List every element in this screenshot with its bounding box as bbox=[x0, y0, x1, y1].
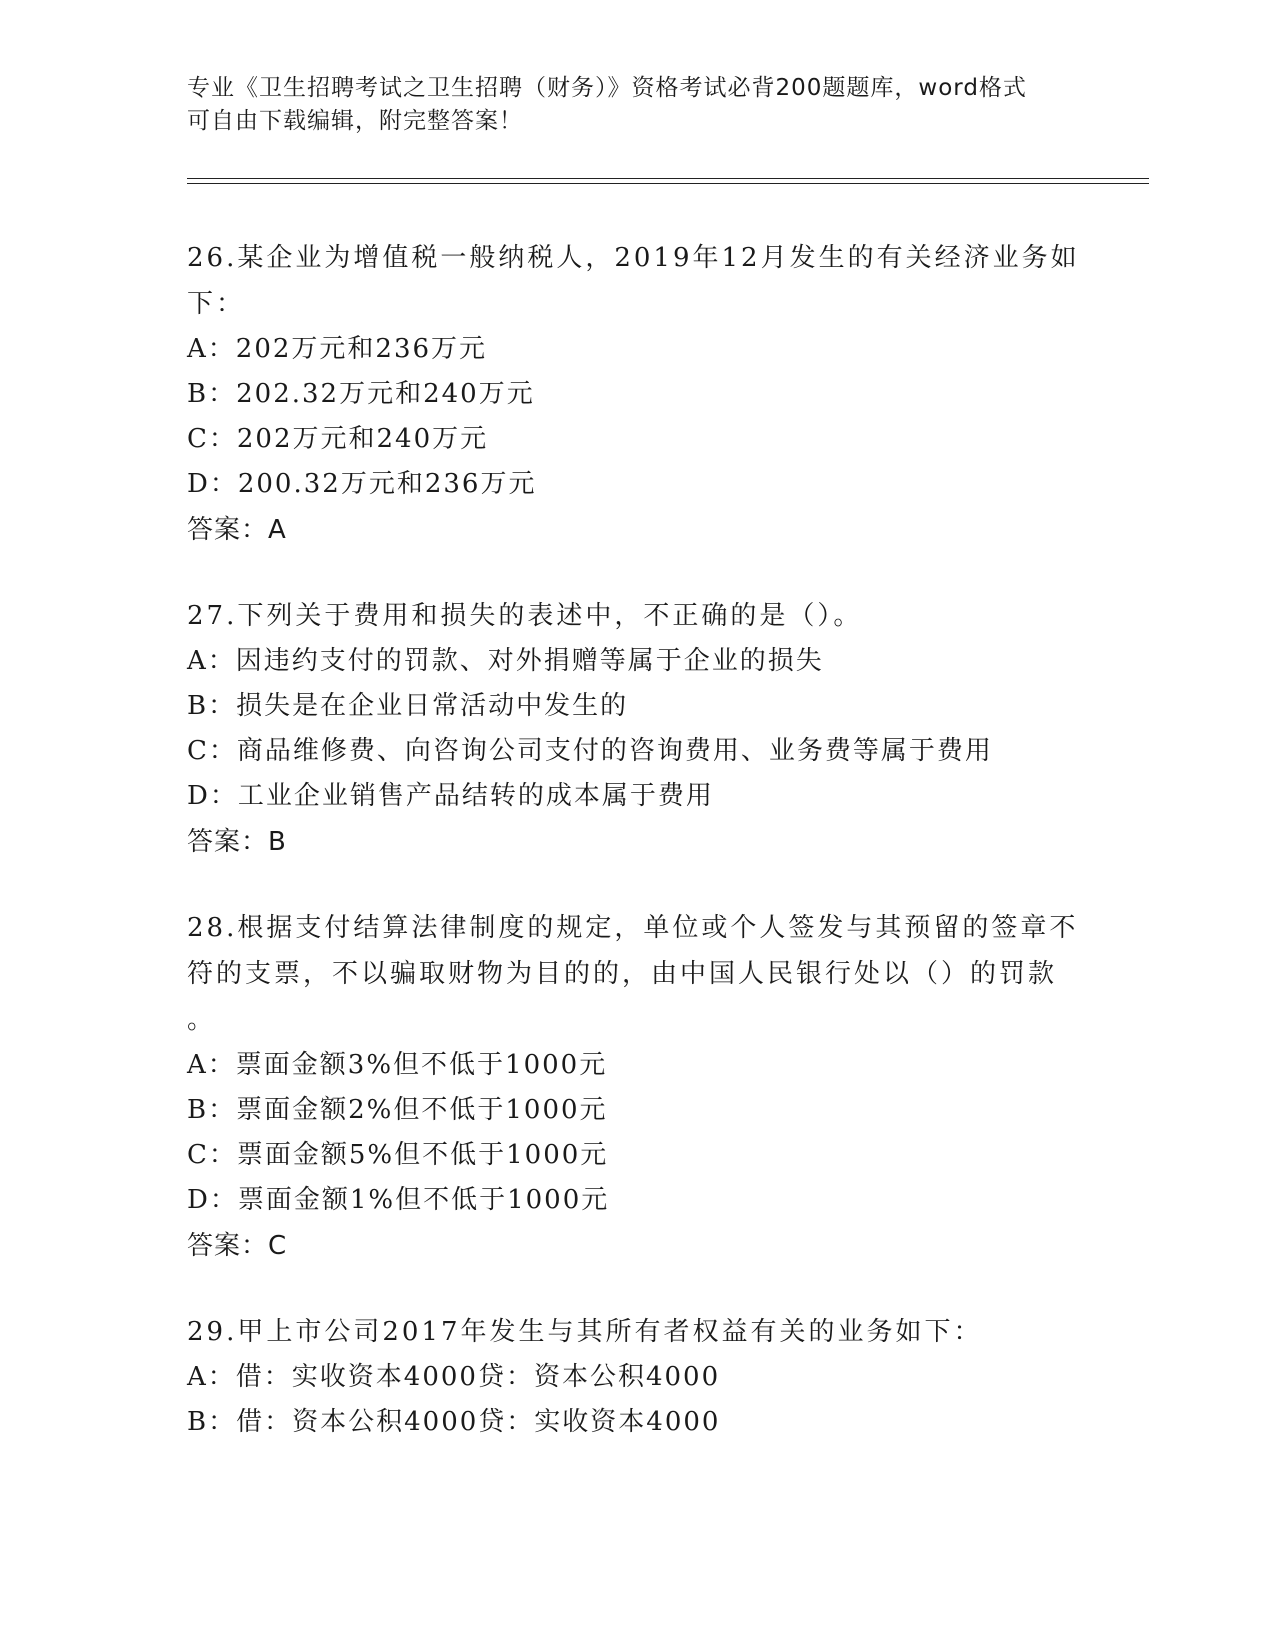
header-divider-top bbox=[187, 178, 1149, 179]
question-28 bbox=[187, 905, 1087, 1269]
answer-label: 答案：A bbox=[187, 515, 287, 545]
option-d: D：工业企业销售产品结转的成本属于费用 bbox=[187, 781, 714, 811]
document-header bbox=[187, 72, 1067, 138]
option-c: C：票面金额5%但不低于1000元 bbox=[187, 1140, 609, 1170]
option-b: B：借：资本公积4000贷：实收资本4000 bbox=[187, 1407, 721, 1437]
option-a: A：因违约支付的罚款、对外捐赠等属于企业的损失 bbox=[187, 646, 824, 676]
question-stem-continued: 符的支票，不以骗取财物为目的的，由中国人民银行处以（）的罚款 bbox=[187, 959, 1058, 989]
option-d: D：200.32万元和236万元 bbox=[187, 469, 537, 499]
option-a: A：票面金额3%但不低于1000元 bbox=[187, 1050, 608, 1080]
answer-label: 答案：C bbox=[187, 1231, 288, 1261]
option-a: A：202万元和236万元 bbox=[187, 334, 488, 364]
answer-label: 答案：B bbox=[187, 827, 287, 857]
header-line-2: 可自由下载编辑，附完整答案！ bbox=[187, 108, 523, 134]
question-27 bbox=[187, 593, 1087, 865]
option-b: B：损失是在企业日常活动中发生的 bbox=[187, 691, 629, 721]
header-line-1: 专业《卫生招聘考试之卫生招聘（财务）》资格考试必背200题题库，word格式 bbox=[187, 75, 1027, 101]
option-b: B：202.32万元和240万元 bbox=[187, 379, 535, 409]
option-a: A：借：实收资本4000贷：资本公积4000 bbox=[187, 1362, 721, 1392]
option-b: B：票面金额2%但不低于1000元 bbox=[187, 1095, 608, 1125]
question-stem: 26.某企业为增值税一般纳税人，2019年12月发生的有关经济业务如 bbox=[187, 243, 1080, 273]
option-c: C：202万元和240万元 bbox=[187, 424, 489, 454]
question-list bbox=[187, 235, 1087, 1485]
question-stem-continued: 下： bbox=[187, 289, 246, 319]
header-divider-bottom bbox=[187, 183, 1149, 184]
option-c: C：商品维修费、向咨询公司支付的咨询费用、业务费等属于费用 bbox=[187, 736, 993, 766]
question-29 bbox=[187, 1309, 1087, 1445]
option-d: D：票面金额1%但不低于1000元 bbox=[187, 1185, 610, 1215]
question-26 bbox=[187, 235, 1087, 553]
question-stem-end: 。 bbox=[187, 1005, 217, 1035]
question-stem: 27.下列关于费用和损失的表述中，不正确的是（）。 bbox=[187, 601, 863, 631]
question-stem: 29.甲上市公司2017年发生与其所有者权益有关的业务如下： bbox=[187, 1317, 983, 1347]
question-stem: 28.根据支付结算法律制度的规定，单位或个人签发与其预留的签章不 bbox=[187, 913, 1079, 943]
